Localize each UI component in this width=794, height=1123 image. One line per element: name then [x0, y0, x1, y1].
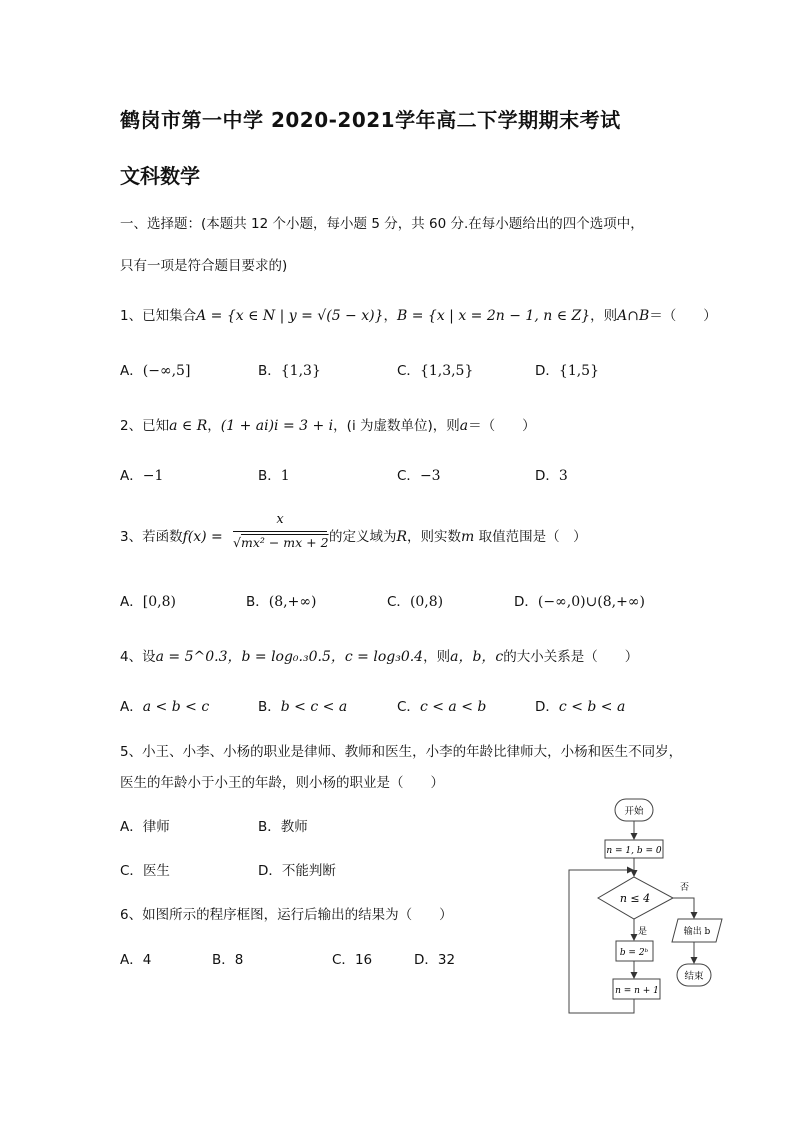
q6-option-a[interactable]: A．4	[120, 952, 152, 968]
section-instructions-line1: 一、选择题：(本题共 12 个小题，每小题 5 分，共 60 分.在每小题给出的四个选项中，	[120, 216, 644, 232]
q5-option-b[interactable]: B．教师	[258, 819, 308, 835]
question-3-stem-b: 的定义域为R，则实数m 取值范围是（ ）	[329, 529, 587, 545]
question-5-line1: 5、小王、小李、小杨的职业是律师、教师和医生，小李的年龄比律师大，小杨和医生不同岁，	[120, 744, 683, 760]
flowchart-end-label: 结束	[684, 971, 704, 982]
q2-option-d[interactable]: D．3	[535, 468, 568, 484]
fraction-numerator: x	[276, 512, 284, 527]
flowchart-assign-label: b = 2ᵇ	[619, 948, 649, 958]
flowchart-init-label: n = 1, b = 0	[606, 846, 662, 856]
flowchart-no-label: 否	[680, 883, 690, 893]
q5-option-a[interactable]: A．律师	[120, 819, 170, 835]
q1-option-b[interactable]: B．{1,3}	[258, 363, 321, 379]
flowchart-yes-label: 是	[638, 927, 648, 937]
q3-option-d[interactable]: D．(−∞,0)∪(8,+∞)	[514, 594, 645, 610]
flowchart-increment-label: n = n + 1	[615, 986, 659, 996]
flowchart-output-label: 输出 b	[683, 927, 711, 937]
q1-option-c[interactable]: C．{1,3,5}	[397, 363, 474, 379]
flowchart	[560, 790, 740, 1030]
question-1-stem: 1、已知集合A = {x ∈ N | y = √(5 − x)}，B = {x | x = 2n − 1, n ∈ Z}，则A∩B＝（ ）	[120, 308, 717, 324]
fraction-denominator: √mx² − mx + 2	[233, 535, 329, 550]
question-6-stem: 6、如图所示的程序框图，运行后输出的结果为（ ）	[120, 907, 453, 923]
q6-option-b[interactable]: B．8	[212, 952, 244, 968]
q6-option-c[interactable]: C．16	[332, 952, 373, 968]
flowchart-condition-label: n ≤ 4	[619, 892, 651, 905]
q6-option-d[interactable]: D．32	[414, 952, 456, 968]
q1-option-a[interactable]: A．(−∞,5]	[120, 363, 191, 379]
question-2-stem: 2、已知a ∈ R，(1 + ai)i = 3 + i，(i 为虚数单位)，则a＝（ ）	[120, 418, 536, 434]
flowchart-start-label: 开始	[624, 806, 644, 817]
intersection-expr: A∩B	[617, 308, 650, 324]
q4-option-b[interactable]: B．b < c < a	[258, 699, 348, 715]
q2-option-c[interactable]: C．−3	[397, 468, 441, 484]
q1-option-d[interactable]: D．{1,5}	[535, 363, 599, 379]
q5-option-c[interactable]: C．医生	[120, 863, 170, 879]
section-instructions-line2: 只有一项是符合题目要求的)	[120, 258, 288, 274]
q5-option-d[interactable]: D．不能判断	[258, 863, 336, 879]
question-5-line2: 医生的年龄小于小王的年龄，则小杨的职业是（ ）	[120, 775, 444, 791]
page-title: 鹤岗市第一中学 2020-2021学年高二下学期期末考试	[120, 108, 621, 132]
q4-option-c[interactable]: C．c < a < b	[397, 699, 487, 715]
fraction	[233, 512, 327, 552]
q4-option-d[interactable]: D．c < b < a	[535, 699, 626, 715]
q3-option-b[interactable]: B．(8,+∞)	[246, 594, 317, 610]
set-b: B = {x | x = 2n − 1, n ∈ Z}	[397, 308, 591, 324]
q2-option-b[interactable]: B．1	[258, 468, 290, 484]
q2-option-a[interactable]: A．−1	[120, 468, 164, 484]
page-subtitle: 文科数学	[120, 164, 200, 188]
question-4-stem: 4、设a = 5^0.3，b = log₀.₃0.5，c = log₃0.4，则a，b，c的大小关系是（ ）	[120, 649, 639, 665]
q3-option-a[interactable]: A．[0,8)	[120, 594, 176, 610]
q3-option-c[interactable]: C．(0,8)	[387, 594, 444, 610]
question-3-stem-a: 3、若函数f(x) =	[120, 529, 223, 545]
q4-option-a[interactable]: A．a < b < c	[120, 699, 210, 715]
set-a: A = {x ∈ N | y = √(5 − x)}	[196, 308, 384, 324]
